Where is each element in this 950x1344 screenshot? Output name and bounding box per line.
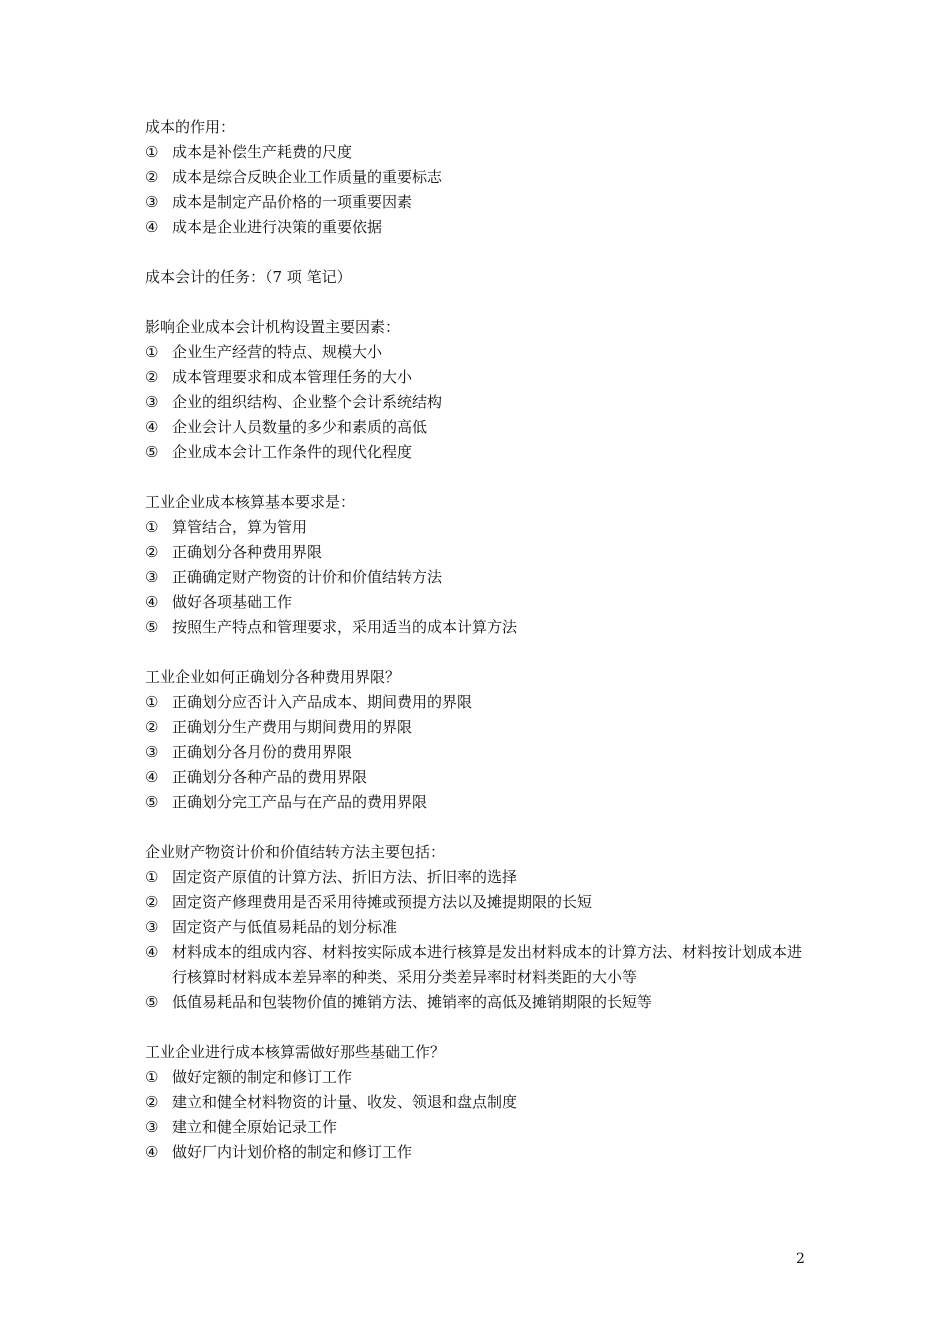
list-marker: ④ [145, 943, 159, 961]
list-item-text: 算管结合，算为管用 [172, 518, 308, 536]
section-basic-requirements [145, 490, 815, 640]
list-item [145, 740, 815, 765]
list-item-text: 正确划分各种产品的费用界限 [172, 768, 368, 786]
list-item-text: 正确划分各种费用界限 [172, 543, 323, 561]
list-item-text: 低值易耗品和包装物价值的摊销方法、摊销率的高低及摊销期限的长短等 [172, 993, 653, 1011]
list-marker: ⑤ [145, 793, 159, 811]
list-marker: ② [145, 543, 159, 561]
list-item [145, 140, 815, 165]
list-item [145, 765, 815, 790]
list-marker: ⑤ [145, 618, 159, 636]
list-item-text: 固定资产修理费用是否采用待摊或预提方法以及摊提期限的长短 [172, 893, 593, 911]
list-item [145, 440, 815, 465]
list-item [145, 790, 815, 815]
section-valuation-methods [145, 840, 815, 1015]
list-item-text: 材料成本的组成内容、材料按实际成本进行核算是发出材料成本的计算方法、材料按计划成本进行核算时材料成本差异率的种类、采用分类差异率时材料类距的大小等 [172, 943, 803, 986]
list-marker: ④ [145, 1143, 159, 1161]
list-marker: ① [145, 343, 159, 361]
list-marker: ① [145, 518, 159, 536]
list-item [145, 990, 815, 1015]
list-marker: ④ [145, 593, 159, 611]
list-item-text: 建立和健全材料物资的计量、收发、领退和盘点制度 [172, 1093, 518, 1111]
list-item [145, 890, 815, 915]
list-marker: ③ [145, 568, 159, 586]
list-item [145, 165, 815, 190]
list-marker: ② [145, 368, 159, 386]
list-item-text: 企业成本会计工作条件的现代化程度 [172, 443, 413, 461]
section-heading: 影响企业成本会计机构设置主要因素： [145, 318, 401, 336]
list-marker: ③ [145, 918, 159, 936]
list-item [145, 415, 815, 440]
list-item [145, 390, 815, 415]
list-item [145, 715, 815, 740]
section-expense-boundaries [145, 665, 815, 815]
list-item-text: 正确划分各月份的费用界限 [172, 743, 353, 761]
list-marker: ① [145, 868, 159, 886]
list-item [145, 565, 815, 590]
section-organization-factors [145, 315, 815, 465]
list-item-text: 做好各项基础工作 [172, 593, 293, 611]
list-item [145, 690, 815, 715]
list-item-text: 固定资产与低值易耗品的划分标准 [172, 918, 398, 936]
list-item [145, 1065, 815, 1090]
list-item [145, 590, 815, 615]
list-item-text: 固定资产原值的计算方法、折旧方法、折旧率的选择 [172, 868, 518, 886]
list-item [145, 1115, 815, 1140]
list-item-text: 企业的组织结构、企业整个会计系统结构 [172, 393, 443, 411]
list-item [145, 865, 815, 890]
section-foundation-work [145, 1040, 815, 1165]
list-marker: ① [145, 693, 159, 711]
section-cost-functions [145, 115, 815, 240]
list-marker: ⑤ [145, 993, 159, 1011]
list-item-text: 成本是补偿生产耗费的尺度 [172, 143, 353, 161]
list-marker: ② [145, 168, 159, 186]
list-marker: ① [145, 1068, 159, 1086]
list-marker: ④ [145, 768, 159, 786]
list-item [145, 190, 815, 215]
list-item-text: 做好定额的制定和修订工作 [172, 1068, 353, 1086]
section-heading: 工业企业进行成本核算需做好那些基础工作？ [145, 1043, 446, 1061]
section-heading: 成本会计的任务：（7 项 笔记） [145, 268, 352, 286]
list-marker: ⑤ [145, 443, 159, 461]
list-marker: ② [145, 1093, 159, 1111]
list-marker: ④ [145, 418, 159, 436]
list-item-text: 成本是综合反映企业工作质量的重要标志 [172, 168, 443, 186]
list-item [145, 340, 815, 365]
list-item-text: 企业生产经营的特点、规模大小 [172, 343, 383, 361]
list-item-text: 成本是制定产品价格的一项重要因素 [172, 193, 413, 211]
list-marker: ③ [145, 743, 159, 761]
list-item-text: 按照生产特点和管理要求，采用适当的成本计算方法 [172, 618, 518, 636]
list-item [145, 365, 815, 390]
list-item-text: 企业会计人员数量的多少和素质的高低 [172, 418, 428, 436]
document-body [145, 115, 815, 1190]
list-item-text: 正确确定财产物资的计价和价值结转方法 [172, 568, 443, 586]
list-marker: ③ [145, 193, 159, 211]
list-item [145, 515, 815, 540]
list-item-text: 成本管理要求和成本管理任务的大小 [172, 368, 413, 386]
list-item [145, 215, 815, 240]
list-item [145, 540, 815, 565]
list-item [145, 1090, 815, 1115]
list-item [145, 915, 815, 940]
list-item-text: 正确划分生产费用与期间费用的界限 [172, 718, 413, 736]
list-marker: ① [145, 143, 159, 161]
page-number: 2 [796, 1251, 805, 1267]
list-item-text: 成本是企业进行决策的重要依据 [172, 218, 383, 236]
list-item-text: 建立和健全原始记录工作 [172, 1118, 338, 1136]
list-item-text: 做好厂内计划价格的制定和修订工作 [172, 1143, 413, 1161]
list-marker: ③ [145, 1118, 159, 1136]
list-marker: ③ [145, 393, 159, 411]
list-item-text: 正确划分完工产品与在产品的费用界限 [172, 793, 428, 811]
list-item [145, 1140, 815, 1165]
list-item [145, 940, 815, 990]
list-marker: ④ [145, 218, 159, 236]
list-item [145, 615, 815, 640]
list-marker: ② [145, 718, 159, 736]
section-heading: 工业企业如何正确划分各种费用界限？ [145, 668, 401, 686]
section-heading: 成本的作用： [145, 118, 236, 136]
section-heading: 工业企业成本核算基本要求是： [145, 493, 356, 511]
list-marker: ② [145, 893, 159, 911]
list-item-text: 正确划分应否计入产品成本、期间费用的界限 [172, 693, 473, 711]
section-cost-accounting-tasks [145, 265, 815, 290]
section-heading: 企业财产物资计价和价值结转方法主要包括： [145, 843, 446, 861]
